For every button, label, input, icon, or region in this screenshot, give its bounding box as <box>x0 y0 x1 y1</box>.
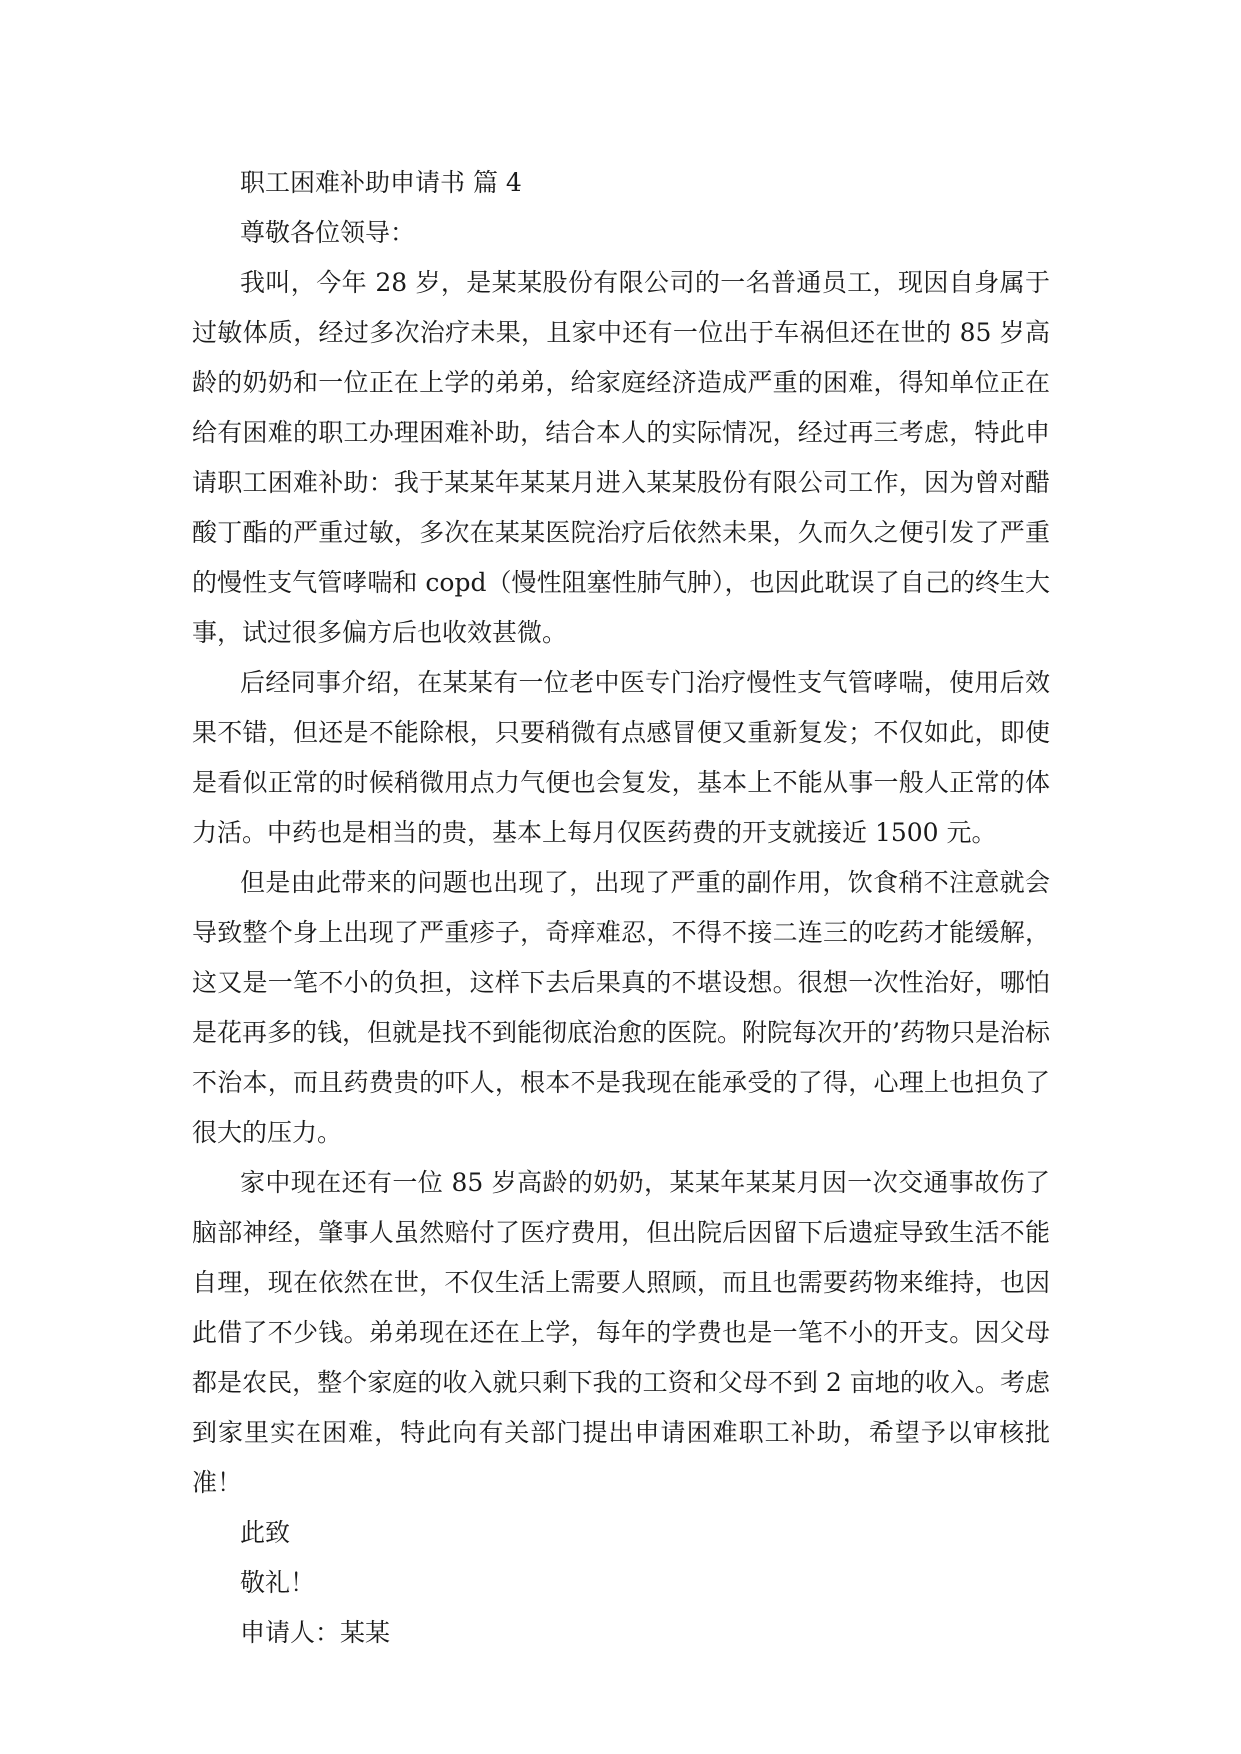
paragraph-3: 但是由此带来的问题也出现了，出现了严重的副作用，饮食稍不注意就会导致整个身上出现了严重疹子，奇痒难忍，不得不接二连三的吃药才能缓解，这又是一笔不小的负担，这样下去后果真的不堪设想。很想一次性治好，哪怕是花再多的钱，但就是找不到能彻底治愈的医院。附院每次开的’药物只是治标不治本，而且药费贵的吓人，根本不是我现在能承受的了得，心理上也担负了很大的压力。 <box>192 868 1050 1147</box>
paragraph-1: 我叫，今年 28 岁，是某某股份有限公司的一名普通员工，现因自身属于过敏体质，经过多次治疗未果，且家中还有一位出于车祸但还在世的 85 岁高龄的奶奶和一位正在上学的弟弟，给家庭经济造成严重的困难，得知单位正在给有困难的职工办理困难补助，结合本人的实际情况，经过再三考虑，特此申请职工困难补助：我于某某年某某月进入某某股份有限公司工作，因为曾对醋酸丁酯的严重过敏，多次在某某医院治疗后依然未果，久而久之便引发了严重的慢性支气管哮喘和 copd（慢性阻塞性肺气肿），也因此耽误了自己的终生大事，试过很多偏方后也收效甚微。 <box>192 268 1050 647</box>
closing-salute: 敬礼！ <box>240 1568 316 1597</box>
paragraph-2: 后经同事介绍，在某某有一位老中医专门治疗慢性支气管哮喘，使用后效果不错，但还是不能除根，只要稍微有点感冒便又重新复发；不仅如此，即使是看似正常的时候稍微用点力气便也会复发，基本上不能从事一般人正常的体力活。中药也是相当的贵，基本上每月仅医药费的开支就接近 1500 元。 <box>192 668 1050 847</box>
applicant-signature: 申请人：某某 <box>240 1618 391 1647</box>
document-title: 职工困难补助申请书 篇 4 <box>240 168 522 197</box>
salutation: 尊敬各位领导： <box>240 218 416 247</box>
closing-greeting: 此致 <box>240 1518 291 1547</box>
paragraph-4: 家中现在还有一位 85 岁高龄的奶奶，某某年某某月因一次交通事故伤了脑部神经，肇事人虽然赔付了医疗费用，但出院后因留下后遗症导致生活不能自理，现在依然在世，不仅生活上需要人照顾，而且也需要药物来维持，也因此借了不少钱。弟弟现在还在上学，每年的学费也是一笔不小的开支。因父母都是农民，整个家庭的收入就只剩下我的工资和父母不到 2 亩地的收入。考虑到家里实在困难，特此向有关部门提出申请困难职工补助，希望予以审核批准！ <box>192 1168 1050 1497</box>
letter-body <box>192 158 1050 1658</box>
